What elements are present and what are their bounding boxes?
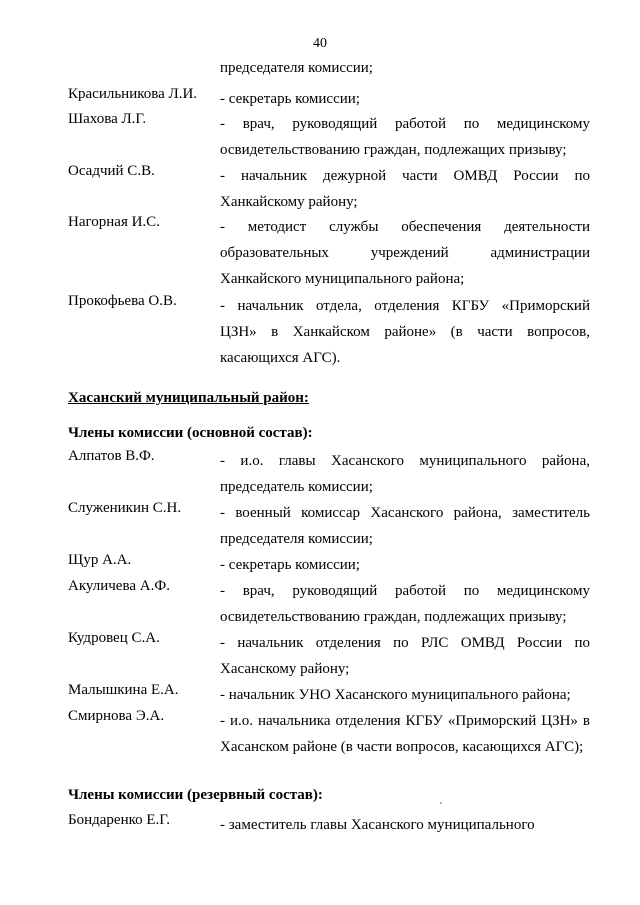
member-role [220, 708, 590, 760]
role-line: освидетельствованию граждан, подлежащих призыву; [220, 609, 567, 625]
member-name: Шахова Л.Г. [68, 111, 147, 127]
role-line: - военный комиссар Хасанского района, заместитель [220, 505, 590, 521]
main-members-heading: Члены комиссии (основной состав): [68, 425, 313, 441]
role-line: освидетельствованию граждан, подлежащих призыву; [220, 142, 567, 158]
member-role [220, 578, 590, 630]
member-role [220, 111, 590, 163]
role-line: ЦЗН» в Ханкайском районе» (в части вопросов, [220, 324, 590, 340]
role-line: образовательных учреждений администрации [220, 245, 590, 261]
member-name: Смирнова Э.А. [68, 708, 165, 724]
member-name: Алпатов В.Ф. [68, 448, 155, 464]
member-name: Малышкина Е.А. [68, 682, 179, 698]
role-line: - и.о. главы Хасанского муниципального района, [220, 453, 590, 469]
member-name: Акуличева А.Ф. [68, 578, 170, 594]
reserve-members-heading: Члены комиссии (резервный состав): [68, 787, 323, 803]
district-heading: Хасанский муниципальный район: [68, 390, 309, 406]
scan-speck [440, 802, 442, 804]
member-role [220, 86, 590, 112]
role-line: - методист службы обеспечения деятельности [220, 219, 590, 235]
member-name: Красильникова Л.И. [68, 86, 198, 102]
member-role [220, 214, 590, 292]
member-role [220, 163, 590, 215]
member-name: Щур А.А. [68, 552, 132, 568]
role-line: Хасанскому району; [220, 661, 350, 677]
role-line: - начальник отделения по РЛС ОМВД России по [220, 635, 590, 651]
role-line: - секретарь комиссии; [220, 557, 360, 573]
role-line: - заместитель главы Хасанского муниципального [220, 817, 535, 833]
role-line: касающихся АГС). [220, 350, 341, 366]
member-role [220, 448, 590, 500]
member-role [220, 500, 590, 552]
role-line: - секретарь комиссии; [220, 91, 360, 107]
member-name: Кудровец С.А. [68, 630, 160, 646]
member-role [220, 630, 590, 682]
member-name: Служеникин С.Н. [68, 500, 182, 516]
role-line: - начальник отдела, отделения КГБУ «Приморский [220, 298, 590, 314]
role-line: - начальник дежурной части ОМВД России по [220, 168, 590, 184]
member-role [220, 293, 590, 371]
role-line: - начальник УНО Хасанского муниципального района; [220, 687, 571, 703]
role-line: - врач, руководящий работой по медицинскому [220, 583, 590, 599]
role-line: председателя комиссии; [220, 531, 373, 547]
member-role [220, 552, 590, 578]
continuation-line: председателя комиссии; [220, 60, 373, 76]
role-line: - и.о. начальника отделения КГБУ «Приморский ЦЗН» в [220, 713, 590, 729]
member-role [220, 682, 590, 708]
role-line: Ханкайского муниципального района; [220, 271, 465, 287]
role-line: Хасанском районе (в части вопросов, касающихся АГС); [220, 739, 584, 755]
member-role [220, 812, 590, 838]
role-line: - врач, руководящий работой по медицинскому [220, 116, 590, 132]
member-name: Бондаренко Е.Г. [68, 812, 171, 828]
role-line: Ханкайскому району; [220, 194, 358, 210]
member-name: Осадчий С.В. [68, 163, 155, 179]
page-number: 40 [313, 36, 327, 51]
member-name: Нагорная И.С. [68, 214, 160, 230]
role-line: председатель комиссии; [220, 479, 373, 495]
member-name: Прокофьева О.В. [68, 293, 177, 309]
